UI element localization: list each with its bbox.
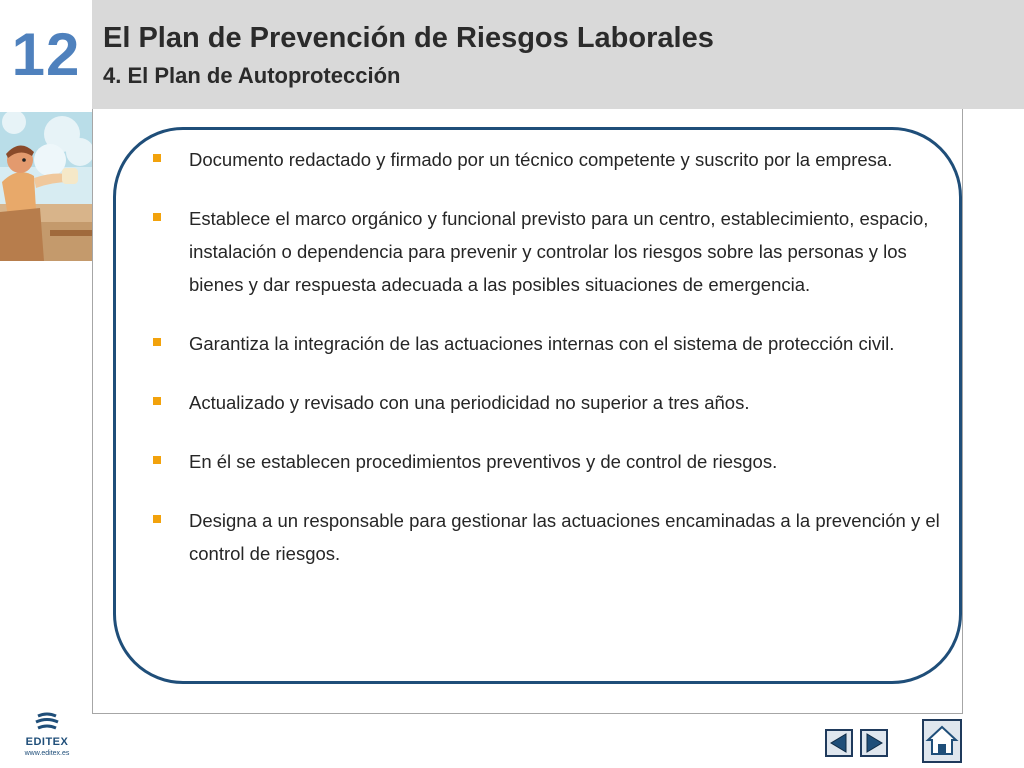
list-item — [150, 504, 950, 570]
logo-url: www.editex.es — [24, 750, 70, 757]
home-button[interactable] — [922, 719, 962, 763]
page-title: El Plan de Prevención de Riesgos Laborales — [103, 22, 714, 54]
bullet-square-icon — [153, 213, 161, 221]
page-subtitle: 4. El Plan de Autoprotección — [103, 63, 401, 88]
list-item-text: Designa a un responsable para gestionar las actuaciones encaminadas a la prevención y el control de riesgos. — [189, 510, 940, 564]
header-illustration — [0, 112, 92, 261]
bullet-square-icon — [153, 397, 161, 405]
editex-logo — [16, 712, 78, 764]
list-item — [150, 202, 950, 301]
list-item — [150, 143, 950, 176]
editex-logo-icon — [16, 712, 78, 736]
bullet-list — [150, 143, 950, 596]
list-item-text: Establece el marco orgánico y funcional previsto para un centro, establecimiento, espacio, instalación o dependencia para prevenir y controlar los riesgos sobre las personas y los bienes y dar respuesta adecuada a las posibles situaciones de emergencia. — [189, 208, 929, 295]
home-icon — [922, 719, 962, 763]
list-item — [150, 386, 950, 419]
logo-name: EDITEX — [25, 736, 69, 748]
prev-slide-button[interactable] — [825, 729, 853, 757]
next-slide-button[interactable] — [860, 729, 888, 757]
bullet-square-icon — [153, 154, 161, 162]
bullet-square-icon — [153, 515, 161, 523]
list-item-text: En él se establecen procedimientos preventivos y de control de riesgos. — [189, 451, 778, 472]
list-item-text: Garantiza la integración de las actuaciones internas con el sistema de protección civil. — [189, 333, 895, 354]
list-item — [150, 327, 950, 360]
list-item-text: Documento redactado y firmado por un técnico competente y suscrito por la empresa. — [189, 149, 893, 170]
prev-arrow-icon — [825, 729, 853, 757]
bullet-square-icon — [153, 338, 161, 346]
list-item-text: Actualizado y revisado con una periodicidad no superior a tres años. — [189, 392, 750, 413]
bullet-square-icon — [153, 456, 161, 464]
list-item — [150, 445, 950, 478]
next-arrow-icon — [860, 729, 888, 757]
unit-number: 12 — [11, 21, 81, 88]
